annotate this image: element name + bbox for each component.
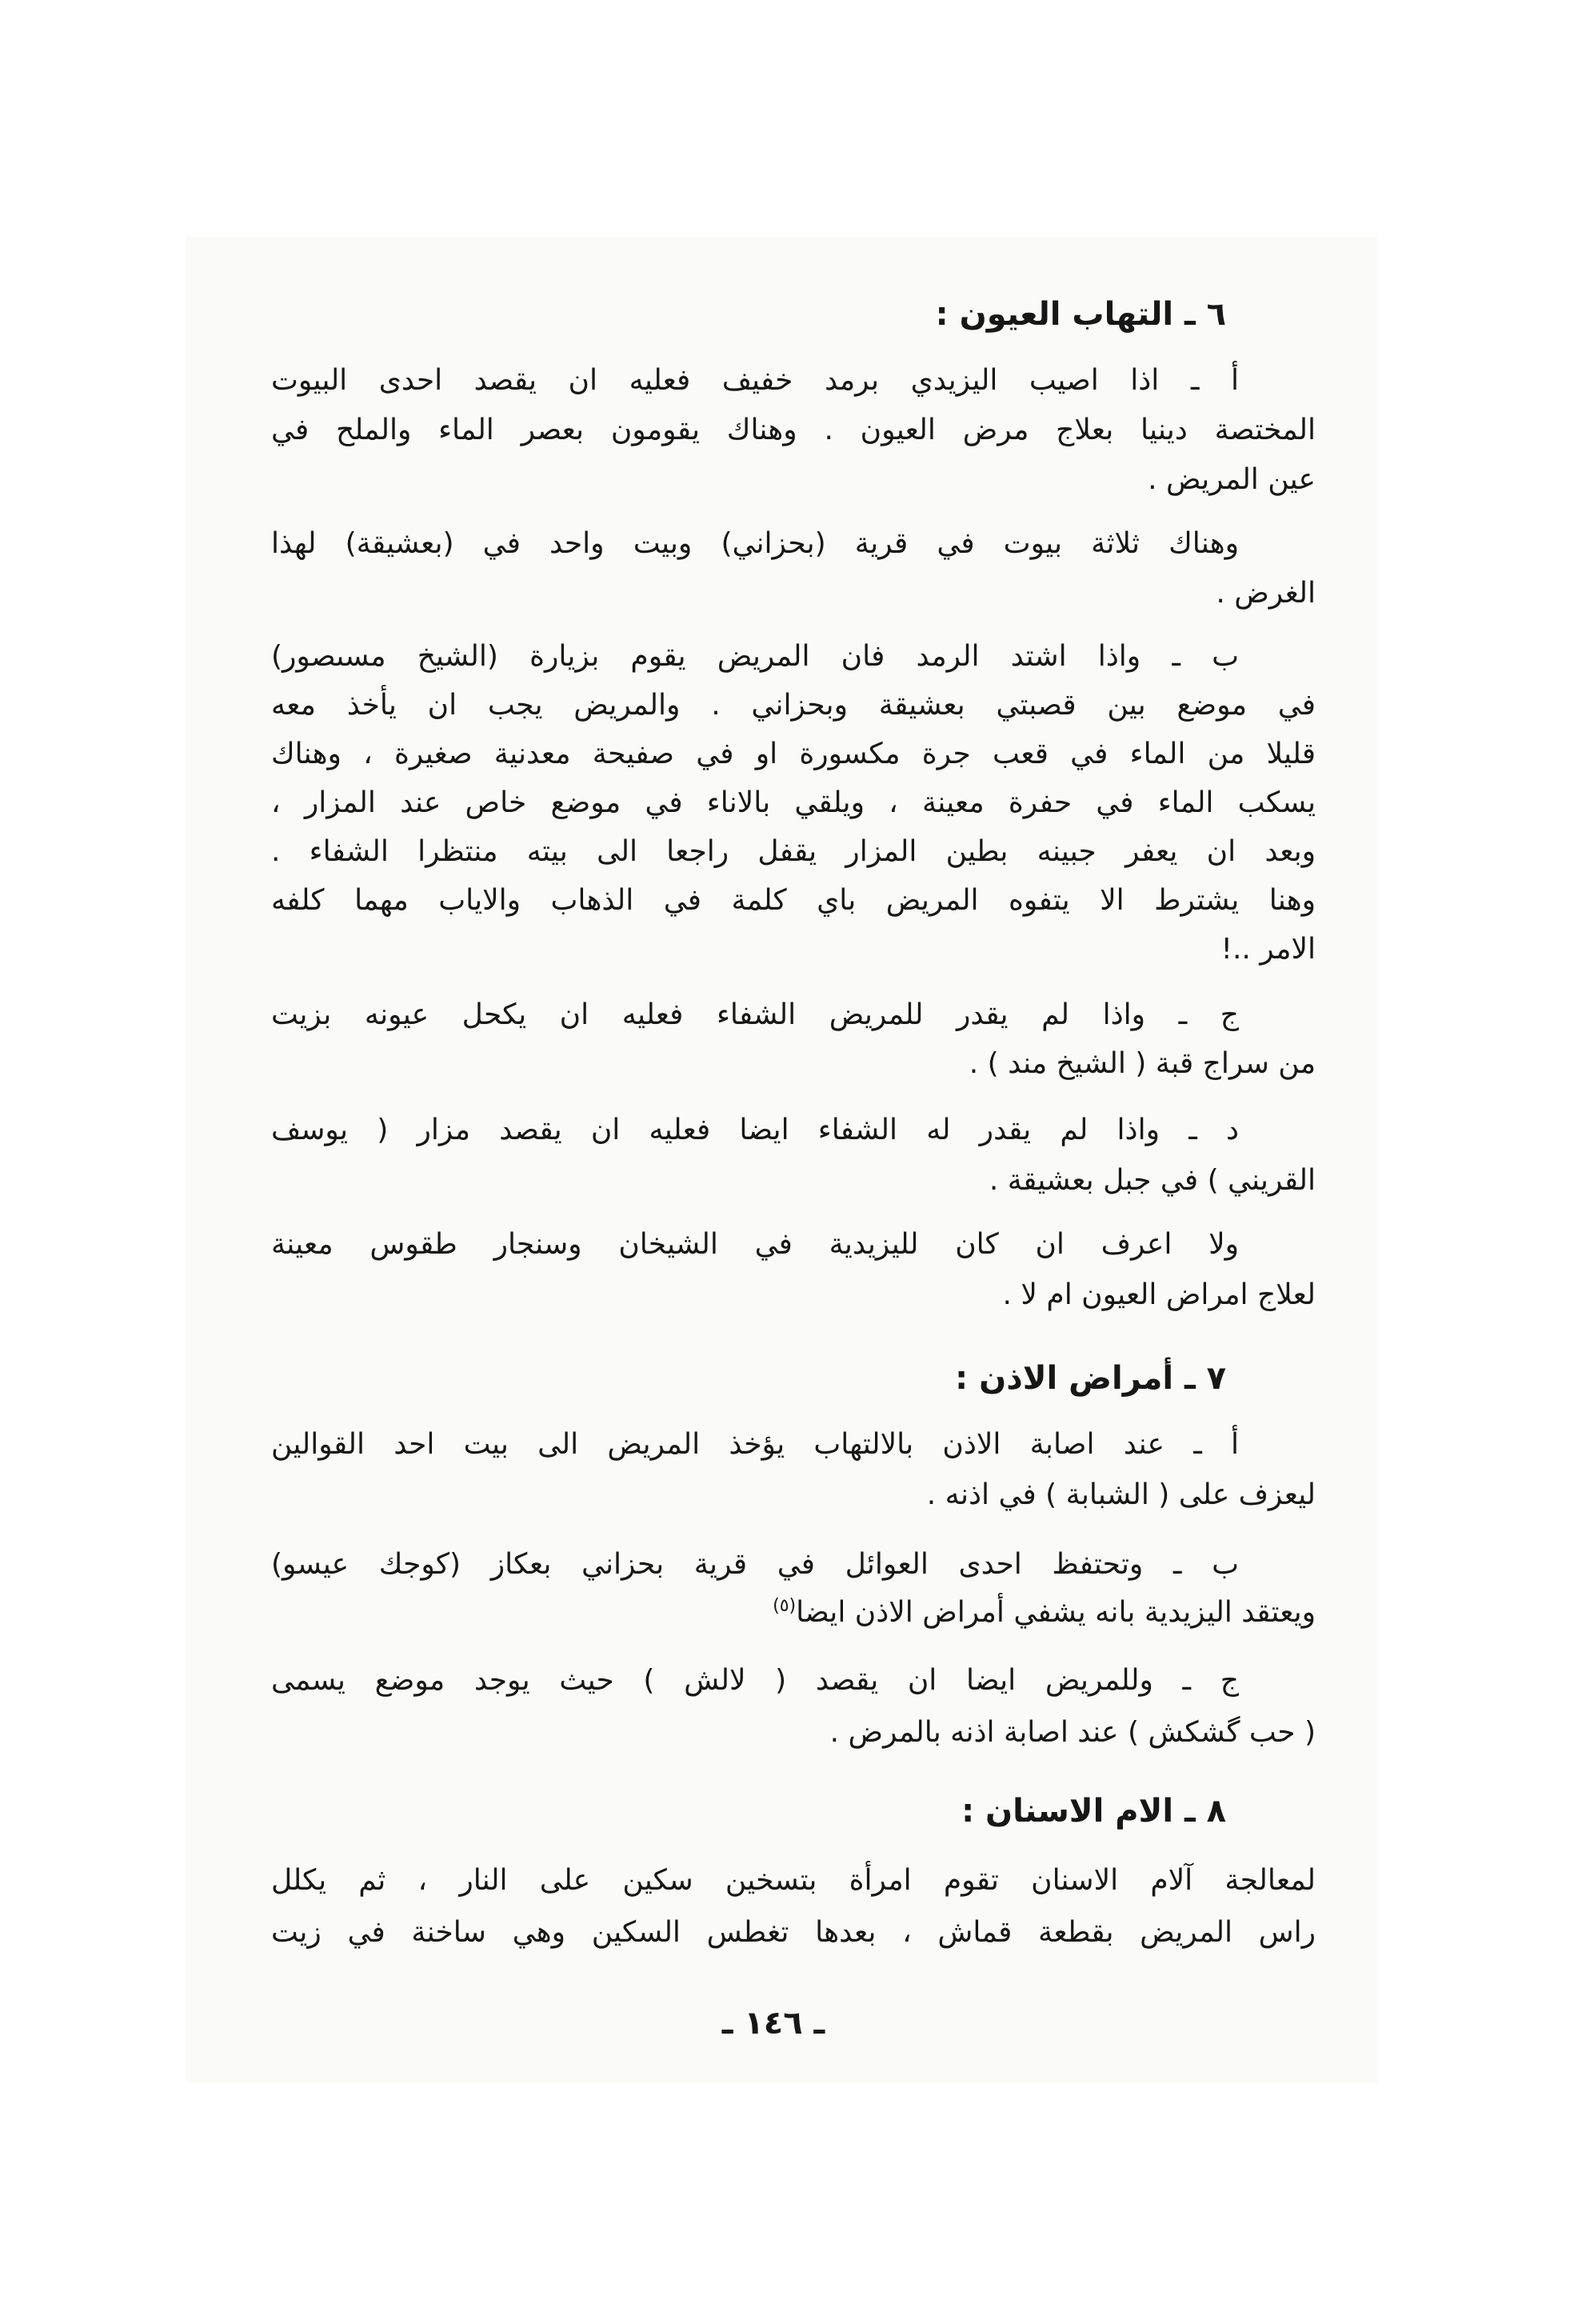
footnote-reference: (٥) [773, 1596, 797, 1616]
text-line: راس المريض بقطعة قماش ، بعدها تغطس السكين وهي ساخنة في زيت [271, 1916, 1316, 1949]
text-line: القريني ) في جبل بعشيقة . [989, 1164, 1316, 1197]
section-heading: ٨ ـ الام الاسنان : [961, 1793, 1226, 1830]
text-line: أ ـ اذا اصيب اليزيدي برمد خفيف فعليه ان يقصد احدى البيوت [271, 364, 1239, 397]
text-line: لعلاج امراض العيون ام لا . [1002, 1278, 1316, 1311]
text-line: وهناك ثلاثة بيوت في قرية (بحزاني) وبيت واحد في (بعشيقة) لهذا [271, 527, 1239, 560]
text-span: ويعتقد اليزيدية بانه يشفي أمراض الاذن ايضا [796, 1596, 1316, 1629]
text-line: يسكب الماء في حفرة معينة ، ويلقي بالاناء في موضع خاص عند المزار ، [271, 786, 1316, 819]
text-line-with-footnote [271, 1589, 1316, 1637]
text-line: ليعزف على ( الشبابة ) في اذنه . [926, 1478, 1316, 1511]
text-line: وهنا يشترط الا يتفوه المريض باي كلمة في الذهاب والاياب مهما كلفه [271, 884, 1316, 917]
text-line: قليلا من الماء في قعب جرة مكسورة او في صفيحة معدنية صغيرة ، وهناك [271, 738, 1316, 770]
text-line: الغرض . [1216, 577, 1316, 610]
section-heading: ٦ ـ التهاب العيون : [935, 296, 1226, 333]
text-line: ب ـ وتحتفظ احدى العوائل في قرية بحزاني بعكاز (كوجك عيسو) [271, 1548, 1239, 1581]
text-line: الامر ..! [1220, 933, 1316, 966]
text-line: ج ـ واذا لم يقدر للمريض الشفاء فعليه ان يكحل عيونه بزيت [271, 998, 1239, 1031]
text-line: لمعالجة آلام الاسنان تقوم امرأة بتسخين سكين على النار ، ثم يكلل [271, 1864, 1316, 1897]
text-line: ولا اعرف ان كان لليزيدية في الشيخان وسنجار طقوس معينة [271, 1228, 1239, 1261]
page-number: ـ ١٤٦ ـ [721, 2005, 825, 2042]
text-line: ( حب گشكش ) عند اصابة اذنه بالمرض . [829, 1716, 1316, 1749]
text-line: المختصة دينيا بعلاج مرض العيون . وهناك يقومون بعصر الماء والملح في [271, 414, 1316, 446]
text-line: من سراج قبة ( الشيخ مند ) . [969, 1047, 1316, 1080]
text-line: في موضع بين قصبتي بعشيقة وبحزاني . والمريض يجب ان يأخذ معه [271, 689, 1316, 722]
text-line: د ـ واذا لم يقدر له الشفاء ايضا فعليه ان يقصد مزار ( يوسف [271, 1114, 1239, 1146]
section-heading: ٧ ـ أمراض الاذن : [955, 1360, 1226, 1397]
text-line: أ ـ عند اصابة الاذن بالالتهاب يؤخذ المريض الى بيت احد القوالين [271, 1428, 1239, 1461]
text-line: ج ـ وللمريض ايضا ان يقصد ( لالش ) حيث يوجد موضع يسمى [271, 1664, 1239, 1697]
text-line: ب ـ واذا اشتد الرمد فان المريض يقوم بزيارة (الشيخ مسىصور) [271, 640, 1239, 673]
text-line: عين المريض . [1148, 463, 1316, 496]
text-line: وبعد ان يعفر جبينه بطين المزار يقفل راجعا الى بيته منتظرا الشفاء . [271, 835, 1316, 868]
